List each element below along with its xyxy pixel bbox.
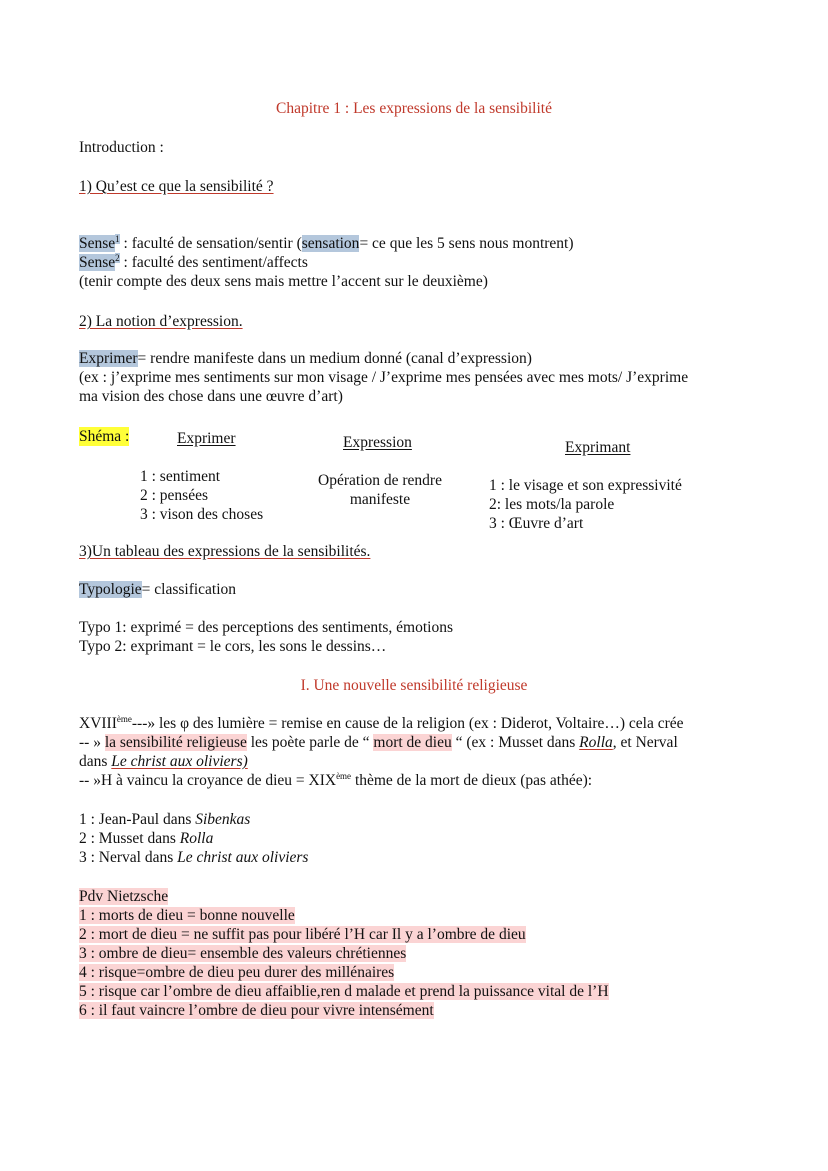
sense-note: (tenir compte des deux sens mais mettre l’accent sur le deuxième) (79, 273, 488, 290)
nietzsche-line (79, 944, 406, 963)
list-item-number: 2 : Musset dans (79, 830, 180, 847)
list-item (79, 829, 213, 848)
typologie-text: = classification (141, 581, 237, 598)
section-heading-1: 1) Qu’est ce que la sensibilité ? (79, 178, 274, 195)
sense1-text-c: = ce que les 5 sens nous montrent) (359, 235, 574, 252)
p4-a: -- »H à vaincu la croyance de dieu = XIX (79, 772, 337, 789)
paragraph-line-2 (79, 733, 678, 752)
example-line-2: ma vision des chose dans une œuvre d’art) (79, 388, 343, 405)
nietzsche-line (79, 887, 168, 906)
p2-g: , et Nerval (612, 734, 678, 751)
paragraph-line-1 (79, 714, 684, 733)
nietzsche-line (79, 925, 526, 944)
schema-label: Shéma : (79, 428, 130, 445)
sense1-text-a: : faculté de sensation/sentir ( (119, 235, 302, 252)
schema-col2-item: Opération de rendre (318, 472, 442, 489)
chapter-title: Chapitre 1 : Les expressions de la sensibilité (276, 100, 552, 117)
schema-col1-item: 2 : pensées (140, 487, 209, 504)
list-item (79, 848, 308, 867)
religious-sensibility: la sensibilité religieuse (104, 734, 247, 751)
list-item-number: 3 : Nerval dans (79, 849, 178, 866)
list-item-work: Rolla (179, 830, 214, 847)
p1-b: ---» les φ des lumière = remise en cause de la religion (ex : Diderot, Voltaire…) cela crée (131, 715, 684, 732)
nietzsche-point: 6 : il faut vaincre l’ombre de dieu pour vivre intensément (79, 1002, 434, 1019)
introduction-heading: Introduction : (79, 139, 164, 156)
list-item-number: 1 : Jean-Paul dans (79, 811, 196, 828)
nietzsche-line (79, 1001, 434, 1020)
sense2-line (79, 253, 308, 272)
sense1-line (79, 234, 574, 253)
nietzsche-heading: Pdv Nietzsche (79, 888, 169, 905)
section-heading-2: 2) La notion d’expression. (79, 313, 243, 330)
sensation-word: sensation (301, 235, 360, 252)
typo2-line: Typo 2: exprimant = le cors, les sons le dessins… (79, 638, 387, 655)
rolla-title: Rolla (579, 734, 613, 751)
christ-title: Le christ aux oliviers) (111, 753, 248, 770)
p4-b: thème de la mort de dieux (pas athée): (351, 772, 593, 789)
schema-col1-item: 3 : vison des choses (140, 506, 264, 523)
schema-col2-head: Expression (343, 434, 412, 451)
nietzsche-line (79, 963, 394, 982)
list-item-work: Le christ aux oliviers (177, 849, 309, 866)
nietzsche-line (79, 982, 609, 1001)
paragraph-line-4 (79, 771, 592, 790)
list-item (79, 810, 250, 829)
section-title-1: I. Une nouvelle sensibilité religieuse (300, 677, 528, 694)
p4-sup: ème (336, 770, 352, 781)
sense1-word: Sense (79, 235, 116, 252)
schema-col3-item: 1 : le visage et son expressivité (489, 477, 682, 494)
exprimer-word: Exprimer (79, 350, 138, 367)
death-of-god: mort de dieu (373, 734, 452, 751)
p2-e: “ (ex : Musset dans (451, 734, 580, 751)
schema-col3-item: 3 : Œuvre d’art (489, 515, 584, 532)
exprimer-line (79, 349, 532, 368)
nietzsche-point: 3 : ombre de dieu= ensemble des valeurs chrétiennes (79, 945, 407, 962)
sense2-text: : faculté des sentiment/affects (119, 254, 308, 271)
typologie-line (79, 580, 236, 599)
exprimer-text: = rendre manifeste dans un medium donné (canal d’expression) (137, 350, 532, 367)
schema-col2-item: manifeste (349, 491, 411, 508)
sense2-word: Sense (79, 254, 116, 271)
typologie-word: Typologie (79, 581, 142, 598)
sense2-sup: 2 (115, 252, 120, 263)
list-item-work: Sibenkas (195, 811, 251, 828)
section-heading-3: 3)Un tableau des expressions de la sensibilités. (79, 543, 371, 560)
schema-col1-head: Exprimer (177, 430, 236, 447)
sense1-sup: 1 (115, 233, 120, 244)
nietzsche-line (79, 906, 295, 925)
p1-a: XVIII (79, 715, 117, 732)
example-line-1: (ex : j’exprime mes sentiments sur mon visage / J’exprime mes pensées avec mes mots/ J’exprime (79, 369, 689, 386)
nietzsche-point: 5 : risque car l’ombre de dieu affaiblie,ren d malade et prend la puissance vital de l’H (79, 983, 609, 1000)
schema-col3-item: 2: les mots/la parole (489, 496, 615, 513)
p1-sup: ème (116, 713, 132, 724)
paragraph-line-3 (79, 752, 248, 771)
nietzsche-point: 1 : morts de dieu = bonne nouvelle (79, 907, 295, 924)
schema-col1-item: 1 : sentiment (140, 468, 221, 485)
p3-a: dans (79, 753, 112, 770)
schema-col3-head: Exprimant (565, 439, 631, 456)
nietzsche-point: 2 : mort de dieu = ne suffit pas pour libéré l’H car Il y a l’ombre de dieu (79, 926, 526, 943)
p2-a: -- » (79, 734, 105, 751)
p2-c: les poète parle de “ (246, 734, 374, 751)
typo1-line: Typo 1: exprimé = des perceptions des sentiments, émotions (79, 619, 453, 636)
nietzsche-point: 4 : risque=ombre de dieu peu durer des millénaires (79, 964, 395, 981)
